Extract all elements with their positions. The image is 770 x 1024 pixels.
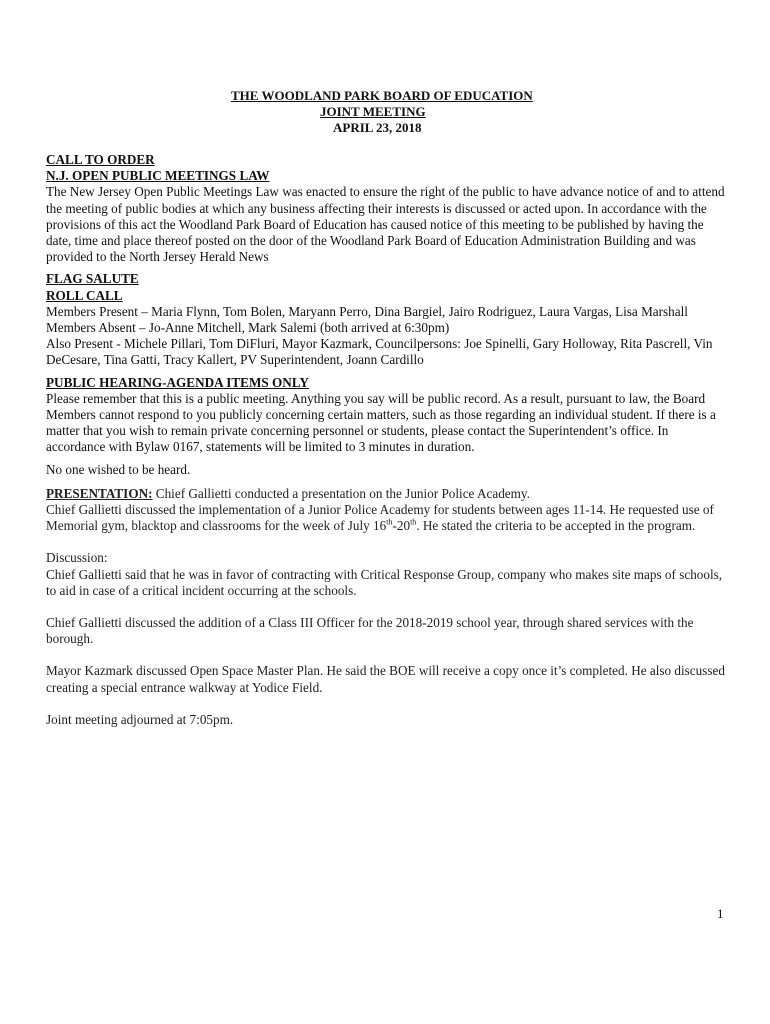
open-meetings-law-text: The New Jersey Open Public Meetings Law was enacted to ensure the right of the public to have advance notice of and to attend the meeting of public bodies at which any business affecting their interests is discussed or acted upon. In accordance with the provisions of this act the Woodland Park Board of Education has caused notice of this meeting to be published by having the date, time and place thereof posted on the door of the Woodland Park Board of Education Administration Building and was provided to the North Jersey Herald News: [46, 184, 725, 265]
meeting-type: JOINT MEETING: [320, 104, 426, 119]
page-number: 1: [717, 906, 724, 921]
no-one-heard: No one wished to be heard.: [46, 461, 191, 477]
open-meetings-law-heading: N.J. OPEN PUBLIC MEETINGS LAW: [46, 168, 270, 184]
board-title: THE WOODLAND PARK BOARD OF EDUCATION: [231, 88, 533, 103]
presentation-text-after: . He stated the criteria to be accepted in the program.: [416, 518, 696, 534]
presentation-text-mid: -20: [392, 518, 411, 534]
public-hearing-text: Please remember that this is a public meeting. Anything you say will be public record. As a result, pursuant to law, the Board Members cannot respond to you publicly concerning certain matters, such as those regarding an individual student. If there is a matter that you wish to remain private concerning personnel or students, please contact the Superintendent’s office. In accordance with Bylaw 0167, statements will be limited to 3 minutes in duration.: [46, 390, 716, 455]
presentation-label: PRESENTATION:: [46, 485, 153, 501]
call-to-order-heading: CALL TO ORDER: [46, 152, 155, 167]
presentation-sup-1: th: [386, 517, 393, 527]
roll-call-heading: ROLL CALL: [46, 287, 123, 303]
discussion-paragraph-3: Mayor Kazmark discussed Open Space Master Plan. He said the BOE will receive a copy once it’s completed. He also discussed creating a special entrance walkway at Yodice Field.: [46, 663, 725, 695]
flag-salute-heading: FLAG SALUTE: [46, 271, 139, 287]
presentation-details: [46, 502, 726, 534]
discussion-label: Discussion:: [46, 550, 108, 566]
presentation-intro: Chief Gallietti conducted a presentation on the Junior Police Academy.: [152, 485, 530, 501]
also-present: Also Present - Michele Pillari, Tom DiFluri, Mayor Kazmark, Councilpersons: Joe Spinelli, Gary Holloway, Rita Pascrell, Vin DeCesare, Tina Gatti, Tracy Kallert, PV Superintendent, Joann Cardillo: [46, 336, 713, 368]
presentation-text-before: Chief Gallietti discussed the implementation of a Junior Police Academy for students between ages 11-14. He requested use of Memorial gym, blacktop and classrooms for the week of July 16: [46, 502, 714, 534]
public-hearing-heading: PUBLIC HEARING-AGENDA ITEMS ONLY: [46, 374, 309, 390]
members-present: Members Present – Maria Flynn, Tom Bolen, Maryann Perro, Dina Bargiel, Jairo Rodriguez, Laura Vargas, Lisa Marshall: [46, 303, 688, 319]
members-absent: Members Absent – Jo-Anne Mitchell, Mark Salemi (both arrived at 6:30pm): [46, 320, 450, 336]
meeting-date: APRIL 23, 2018: [333, 120, 422, 135]
presentation-paragraph: [46, 486, 726, 502]
presentation-sup-2: th: [410, 517, 417, 527]
discussion-paragraph-1: Chief Gallietti said that he was in favor of contracting with Critical Response Group, company who makes site maps of schools, to aid in case of a critical incident occurring at the schools.: [46, 566, 723, 598]
discussion-paragraph-2: Chief Gallietti discussed the addition of a Class III Officer for the 2018-2019 school year, through shared services with the borough.: [46, 615, 694, 647]
document-body: [46, 152, 726, 728]
adjournment-text: Joint meeting adjourned at 7:05pm.: [46, 711, 234, 727]
